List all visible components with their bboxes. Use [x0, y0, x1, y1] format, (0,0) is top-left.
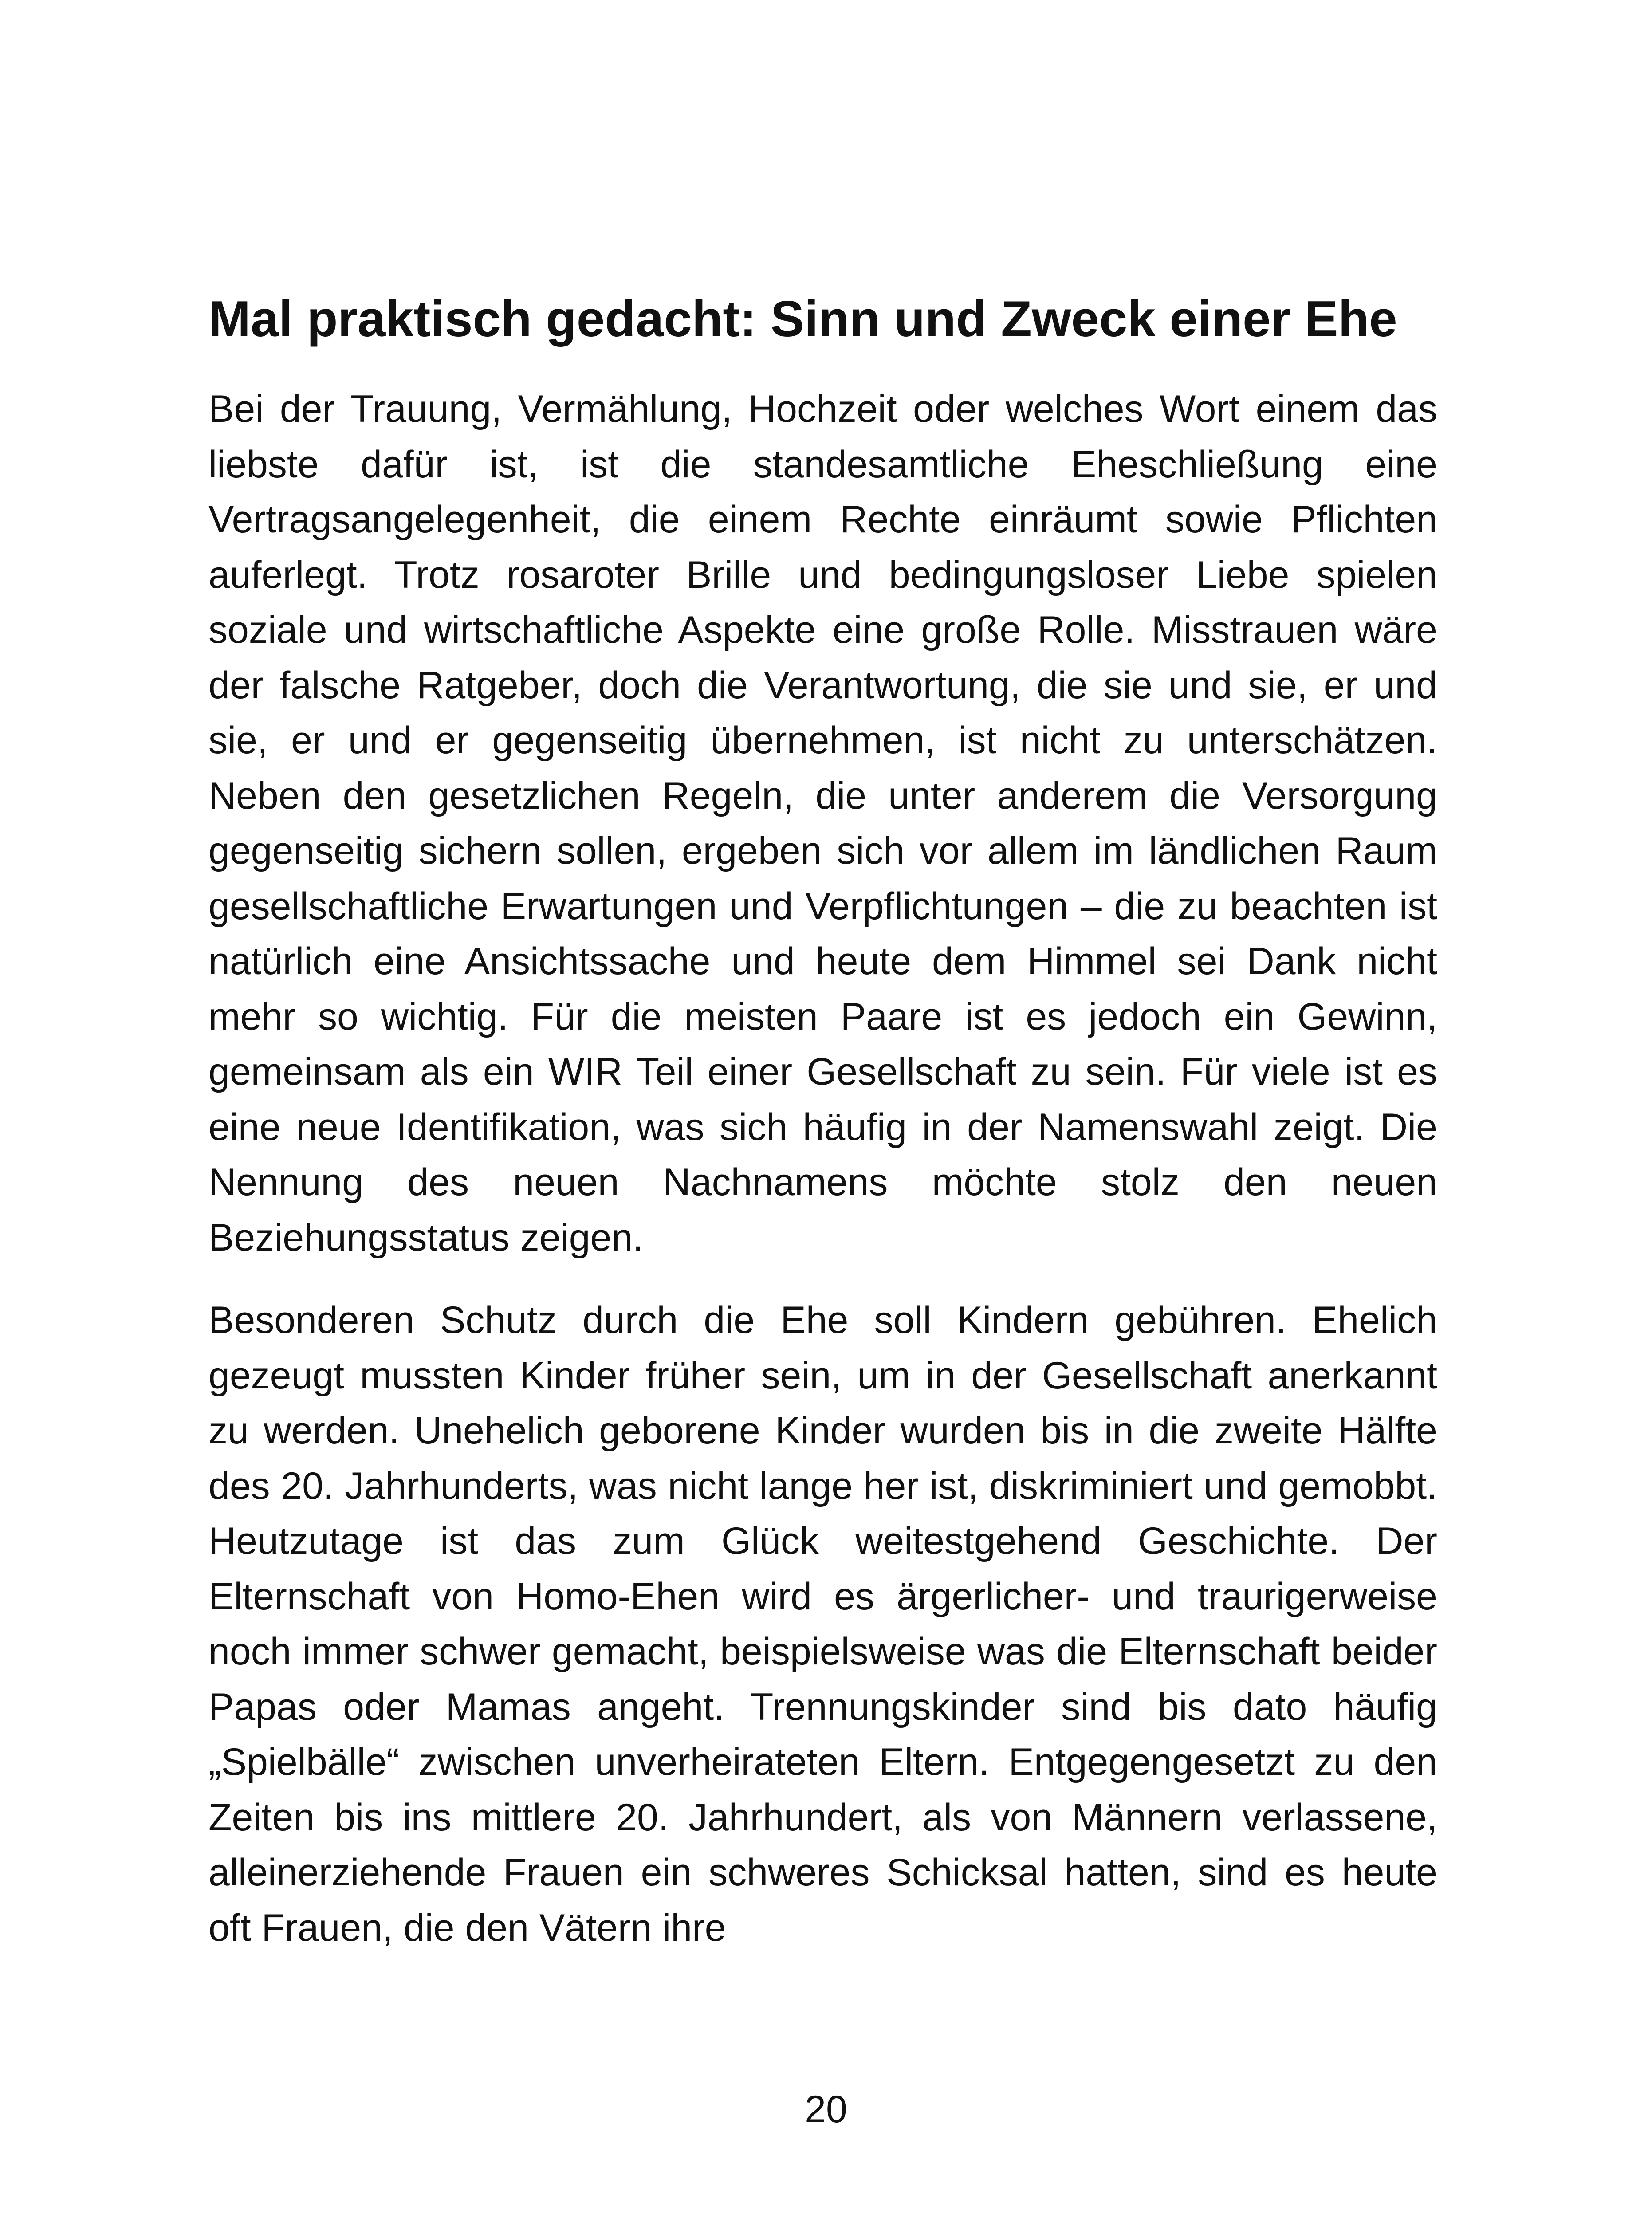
- body-paragraph: Besonderen Schutz durch die Ehe soll Kindern gebühren. Ehelich gezeugt mussten Kinder früher sein, um in der Gesellschaft anerkannt zu werden. Unehelich geborene Kinder wurden bis in die zweite Hälfte des 20. Jahrhunderts, was nicht lange her ist, diskriminiert und gemobbt. Heutzutage ist das zum Glück weitestgehend Geschichte. Der Elternschaft von Homo-Ehen wird es ärgerlicher- und traurigerweise noch immer schwer gemacht, beispielsweise was die Elternschaft beider Papas oder Mamas angeht. Trennungskinder sind bis dato häufig „Spielbälle“ zwischen unverheirateten Eltern. Entgegengesetzt zu den Zeiten bis ins mittlere 20. Jahrhundert, als von Männern verlassene, alleinerziehende Frauen ein schweres Schicksal hatten, sind es heute oft Frauen, die den Vätern ihre: [208, 1299, 1437, 1949]
- page-number: 20: [805, 2088, 847, 2131]
- body-paragraph: Bei der Trauung, Vermählung, Hochzeit oder welches Wort einem das liebste dafür ist, ist die standesamtliche Eheschließung eine Vertragsangelegenheit, die einem Rechte einräumt sowie Pflichten auferlegt. Trotz rosaroter Brille und bedingungsloser Liebe spielen soziale und wirtschaftliche Aspekte eine große Rolle. Misstrauen wäre der falsche Ratgeber, doch die Verantwortung, die sie und sie, er und sie, er und er gegenseitig übernehmen, ist nicht zu unterschätzen. Neben den gesetzlichen Regeln, die unter anderem die Versorgung gegenseitig sichern sollen, ergeben sich vor allem im ländlichen Raum gesellschaftliche Erwartungen und Verpflichtungen – die zu beachten ist natürlich eine Ansichtssache und heute dem Himmel sei Dank nicht mehr so wichtig. Für die meisten Paare ist es jedoch ein Gewinn, gemeinsam als ein WIR Teil einer Gesellschaft zu sein. Für viele ist es eine neue Identifikation, was sich häufig in der Namenswahl zeigt. Die Nennung des neuen Nachnamens möchte stolz den neuen Beziehungsstatus zeigen.: [208, 388, 1437, 1259]
- page-content: [208, 288, 1437, 1955]
- section-heading: Mal praktisch gedacht: Sinn und Zweck einer Ehe: [208, 291, 1397, 347]
